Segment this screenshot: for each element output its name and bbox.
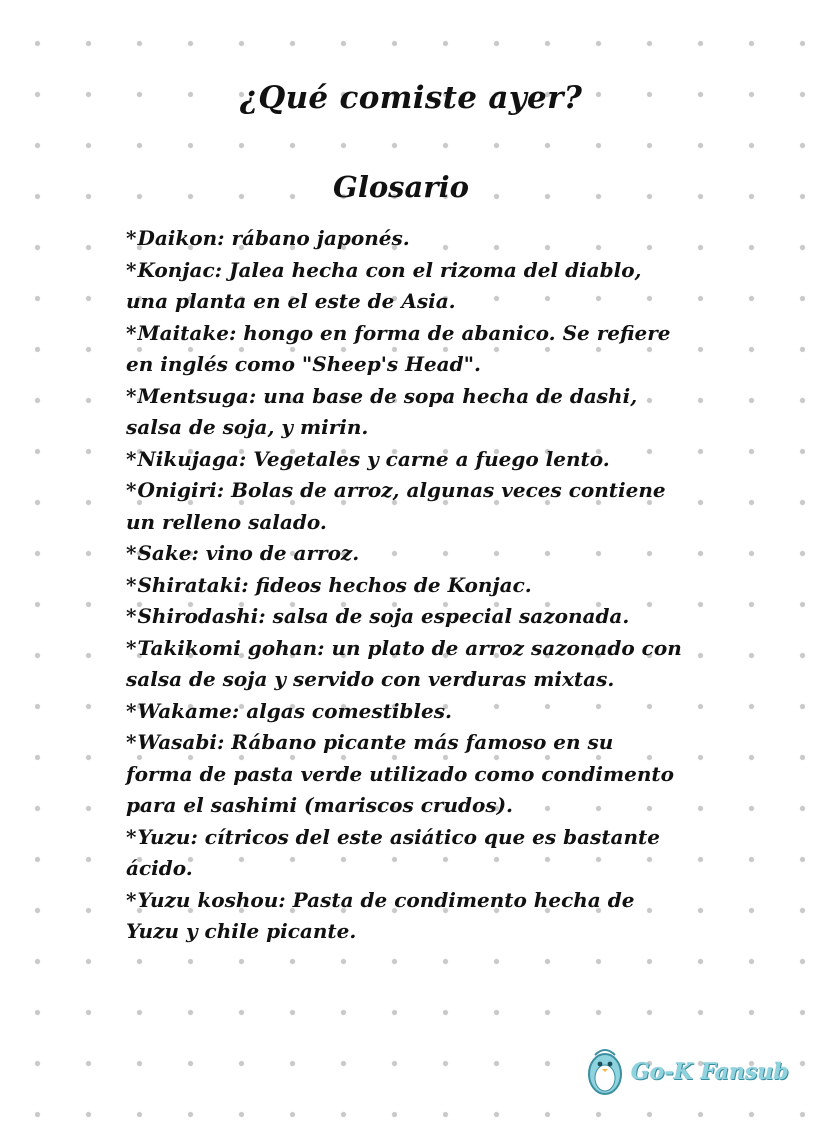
glossary-entry xyxy=(126,601,686,633)
entry-bullet: * xyxy=(126,478,137,502)
entry-text: Yuzu koshou: Pasta de condimento hecha de Yuzu y chile picante. xyxy=(126,887,635,943)
entry-bullet: * xyxy=(126,446,137,471)
entry-text: Konjac: Jalea hecha con el rizoma del diablo, una planta en el este de Asia. xyxy=(126,257,642,313)
penguin-mascot-icon xyxy=(585,1047,625,1097)
entry-bullet: * xyxy=(126,698,137,723)
entry-bullet: * xyxy=(126,887,137,912)
glossary-entry xyxy=(126,475,686,538)
entry-text: Yuzu: cítricos del este asiático que es bastante ácido. xyxy=(126,824,661,880)
entry-bullet: * xyxy=(126,320,137,345)
entry-text: Maitake: hongo en forma de abanico. Se refiere en inglés como "Sheep's Head". xyxy=(126,320,671,376)
entry-bullet: * xyxy=(126,824,137,849)
glossary-entry xyxy=(126,538,686,570)
glossary-entry xyxy=(126,318,686,381)
entry-text: Wakame: algas comestibles. xyxy=(137,698,452,723)
glossary-heading: Glosario xyxy=(333,170,469,204)
entry-text: Mentsuga: una base de sopa hecha de dashi, salsa de soja, y mirin. xyxy=(126,383,638,439)
page-title: ¿Qué comiste ayer? xyxy=(239,80,583,116)
entry-text: Onigiri: Bolas de arroz, algunas veces contiene un relleno salado. xyxy=(126,478,666,534)
entry-bullet: * xyxy=(126,572,137,597)
entry-bullet: * xyxy=(126,541,137,565)
entry-bullet: * xyxy=(126,257,137,282)
glossary-entry xyxy=(126,444,686,476)
entry-text: Shirodashi: salsa de soja especial sazonada. xyxy=(137,604,630,628)
glossary-entry xyxy=(126,822,686,885)
glossary-entry xyxy=(126,885,686,948)
entry-text: Wasabi: Rábano picante más famoso en su forma de pasta verde utilizado como condimento para el sashimi (mariscos crudos). xyxy=(126,730,674,817)
glossary-entry xyxy=(126,696,686,728)
entry-bullet: * xyxy=(126,226,137,250)
glossary-entry xyxy=(126,255,686,318)
entry-bullet: * xyxy=(126,730,137,754)
entry-text: Nikujaga: Vegetales y carne a fuego lento. xyxy=(137,446,610,471)
entry-bullet: * xyxy=(126,635,137,660)
entry-text: Takikomi gohan: un plato de arroz sazonado con salsa de soja y servido con verduras mixtas. xyxy=(126,635,682,691)
glossary-entry xyxy=(126,381,686,444)
glossary-entry xyxy=(126,223,686,255)
entry-bullet: * xyxy=(126,604,137,628)
glossary-list xyxy=(126,223,686,948)
entry-text: Shirataki: fideos hechos de Konjac. xyxy=(137,572,532,597)
entry-bullet: * xyxy=(126,383,137,408)
glossary-entry xyxy=(126,633,686,696)
fansub-watermark xyxy=(585,1045,789,1099)
entry-text: Sake: vino de arroz. xyxy=(137,541,360,565)
entry-text: Daikon: rábano japonés. xyxy=(137,226,410,250)
fansub-logo-text: Go-K Fansub xyxy=(631,1059,789,1085)
glossary-entry xyxy=(126,570,686,602)
glossary-entry xyxy=(126,727,686,822)
